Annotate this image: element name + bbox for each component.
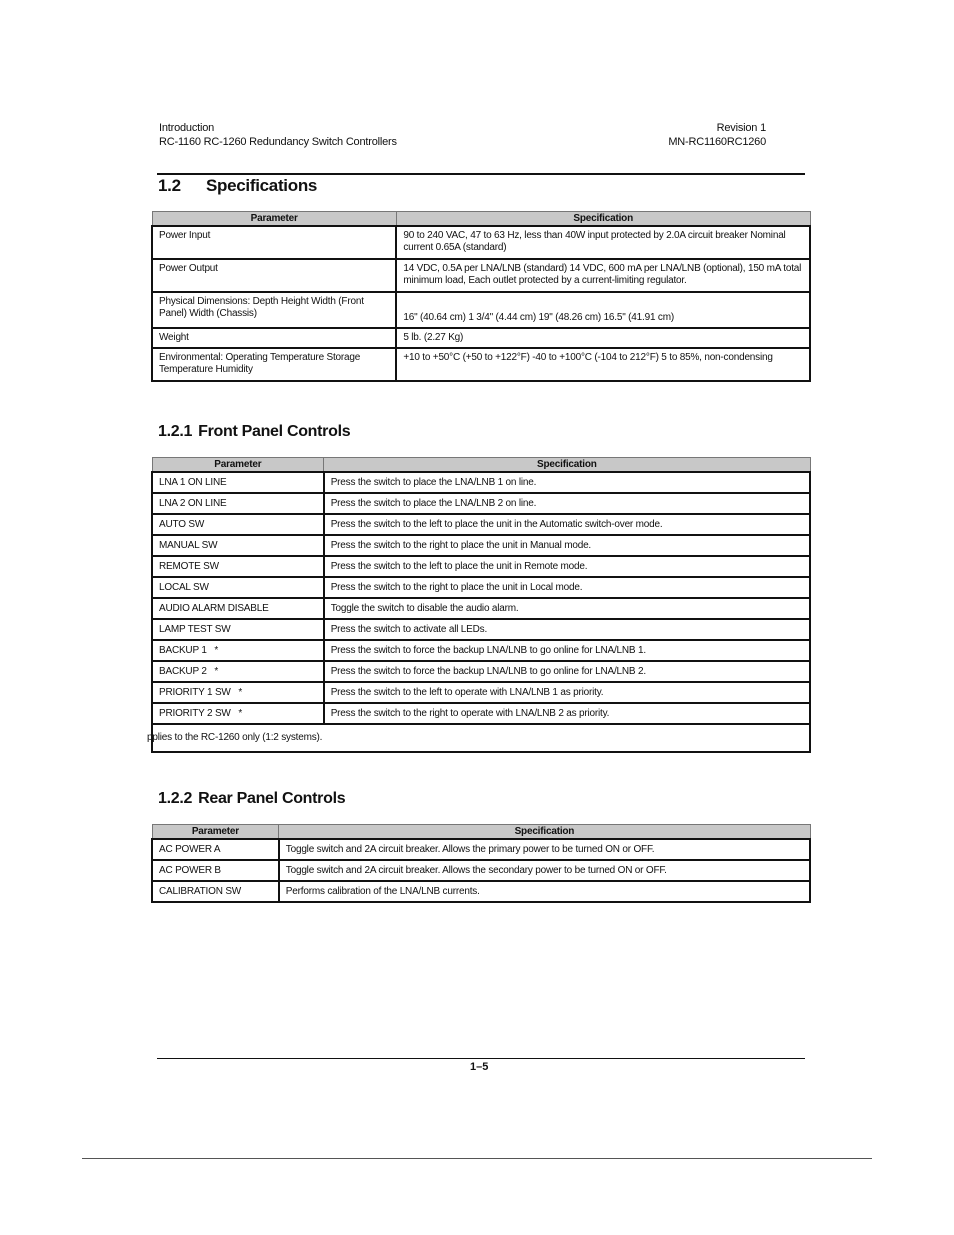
table-row [152,556,810,577]
param-cell: AC POWER B [152,860,279,881]
spec-cell: 14 VDC, 0.5A per LNA/LNB (standard) 14 VDC, 600 mA per LNA/LNB (optional), 150 mA total minimum load, Each outlet protected by a current-limiting regulator. [396,259,810,292]
header-product: RC-1160 RC-1260 Redundancy Switch Controllers [159,136,397,148]
table-row [152,259,810,292]
param-cell: AUDIO ALARM DISABLE [152,598,324,619]
param-cell: Environmental: Operating Temperature Storage Temperature Humidity [152,348,396,381]
table-row [152,640,810,661]
param-cell: Power Output [152,259,396,292]
param-cell: MANUAL SW [152,535,324,556]
section-title: Front Panel Controls [198,423,351,440]
spec-cell: Press the switch to activate all LEDs. [324,619,810,640]
section-title: Rear Panel Controls [198,790,346,807]
column-header-parameter: Parameter [152,212,396,227]
table-row [152,472,810,493]
header-revision: Revision 1 [716,122,766,134]
spec-cell: Performs calibration of the LNA/LNB currents. [279,881,810,902]
param-cell: BACKUP 1 * [152,640,324,661]
table-header-row [152,825,810,840]
param-cell: PRIORITY 2 SW * [152,703,324,724]
spec-cell: Toggle switch and 2A circuit breaker. Allows the secondary power to be turned ON or OFF. [279,860,810,881]
table-row [152,839,810,860]
section-number: 1.2 [158,176,181,195]
footer-rule [157,1058,805,1059]
column-header-parameter: Parameter [152,458,324,473]
running-header-left [159,121,397,149]
spec-cell: 5 lb. (2.27 Kg) [396,328,810,348]
table-row [152,619,810,640]
column-header-specification: Specification [396,212,810,227]
section-number: 1.2.1 [158,423,193,440]
rear-panel-heading [158,790,345,808]
param-cell: REMOTE SW [152,556,324,577]
param-cell: LAMP TEST SW [152,619,324,640]
column-header-parameter: Parameter [152,825,279,840]
param-cell: CALIBRATION SW [152,881,279,902]
footnote-cell [147,724,810,752]
param-cell: LNA 1 ON LINE [152,472,324,493]
table-row [152,493,810,514]
spec-cell: Press the switch to the left to operate with LNA/LNB 1 as priority. [324,682,810,703]
spec-cell: Press the switch to force the backup LNA/LNB to go online for LNA/LNB 1. [324,640,810,661]
spec-cell: Press the switch to place the LNA/LNB 2 on line. [324,493,810,514]
spec-cell: Press the switch to force the backup LNA/LNB to go online for LNA/LNB 2. [324,661,810,682]
param-cell: Power Input [152,226,396,259]
section-number: 1.2.2 [158,790,193,807]
column-header-specification: Specification [279,825,810,840]
spec-cell: Press the switch to the left to place the unit in the Automatic switch-over mode. [324,514,810,535]
specifications-heading [158,176,317,196]
page-number: 1–5 [470,1061,489,1073]
param-cell: LOCAL SW [152,577,324,598]
table-row [152,881,810,902]
table-row [152,682,810,703]
table-note-row [152,724,810,752]
table-row [152,514,810,535]
param-cell: AUTO SW [152,514,324,535]
spec-cell: Press the switch to the right to place the unit in Manual mode. [324,535,810,556]
spec-cell: Press the switch to the right to operate with LNA/LNB 2 as priority. [324,703,810,724]
header-rule [157,173,805,175]
table-row [152,577,810,598]
running-header-right [668,121,766,149]
table-row [152,328,810,348]
param-cell: AC POWER A [152,839,279,860]
table-row [152,348,810,381]
param-cell: Physical Dimensions: Depth Height Width (Front Panel) Width (Chassis) [152,292,396,328]
spec-cell: 16" (40.64 cm) 1 3/4" (4.44 cm) 19" (48.26 cm) 16.5" (41.91 cm) [396,292,810,328]
spec-cell: Press the switch to place the LNA/LNB 1 on line. [324,472,810,493]
param-cell: LNA 2 ON LINE [152,493,324,514]
spec-cell: Press the switch to the left to place the unit in Remote mode. [324,556,810,577]
front-panel-heading [158,423,350,441]
table-row [152,226,810,259]
table-row [152,860,810,881]
section-title: Specifications [206,176,318,195]
table-row [152,292,810,328]
spec-cell: +10 to +50°C (+50 to +122°F) -40 to +100°C (-104 to 212°F) 5 to 85%, non-condensing [396,348,810,381]
table-row [152,598,810,619]
table-row [152,661,810,682]
header-doc-number: MN-RC1160RC1260 [668,136,766,148]
spec-cell: Press the switch to the right to place the unit in Local mode. [324,577,810,598]
spec-cell: 90 to 240 VAC, 47 to 63 Hz, less than 40W input protected by 2.0A circuit breaker Nominal current 0.65A (standard) [396,226,810,259]
param-cell: Weight [152,328,396,348]
header-chapter: Introduction [159,122,215,134]
param-cell: PRIORITY 1 SW * [152,682,324,703]
table-header-row [152,212,810,227]
table-row [152,703,810,724]
spec-cell: Toggle switch and 2A circuit breaker. Allows the primary power to be turned ON or OFF. [279,839,810,860]
footnote-text: pplies to the RC-1260 only (1:2 systems). [147,732,323,743]
table-row [152,535,810,556]
table-header-row [152,458,810,473]
rear-panel-table [151,824,811,903]
front-panel-table [147,457,811,753]
column-header-specification: Specification [324,458,810,473]
page-edge-rule [82,1158,872,1159]
param-cell: BACKUP 2 * [152,661,324,682]
specifications-table [151,211,811,382]
spec-cell: Toggle the switch to disable the audio alarm. [324,598,810,619]
